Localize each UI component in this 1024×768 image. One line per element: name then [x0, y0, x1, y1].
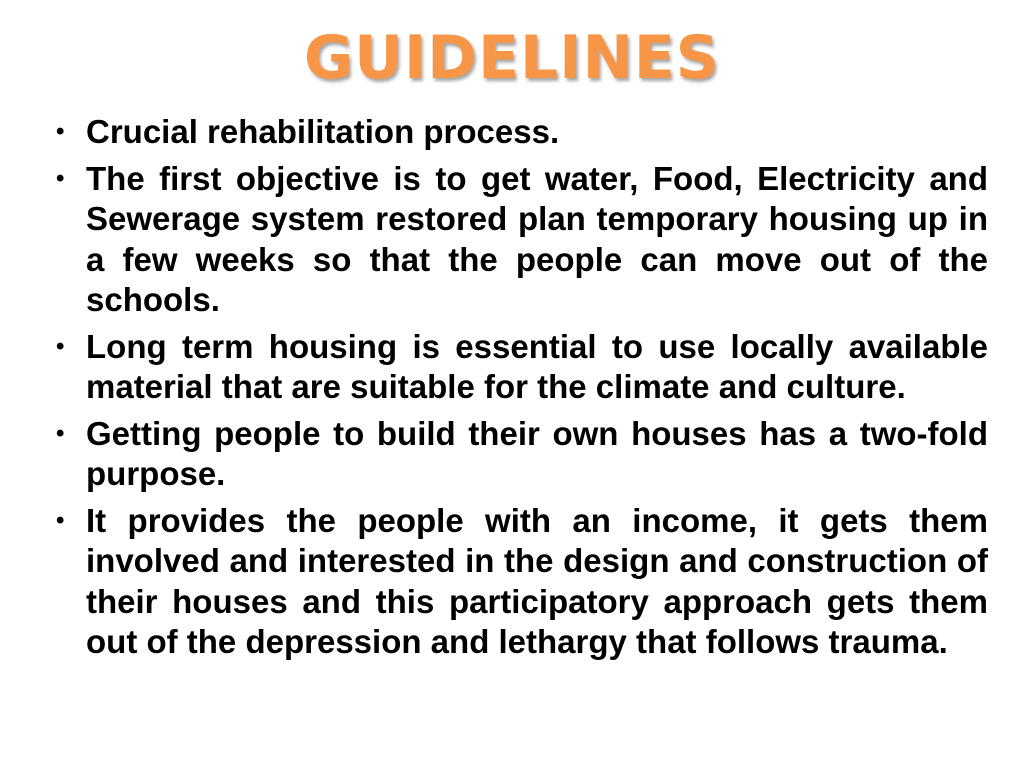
bullet-icon: • [56, 118, 65, 145]
bullet-text: Crucial rehabilitation process. [86, 113, 560, 150]
bullet-item [56, 112, 988, 153]
bullet-icon: • [56, 506, 65, 534]
bullet-list [56, 112, 988, 669]
bullet-text: Long term housing is essential to use locally available material that are suitable for the climate and culture. [86, 327, 988, 405]
bullet-icon: • [56, 419, 65, 447]
bullet-icon: • [56, 332, 65, 360]
bullet-icon: • [56, 164, 65, 192]
bullet-text: It provides the people with an income, it gets them involved and interested in the design and construction of their houses and this participatory approach gets them out of the depression and lethargy that follows trauma. [86, 501, 988, 660]
bullet-item [56, 501, 988, 663]
bullet-text: Getting people to build their own houses has a two-fold purpose. [86, 414, 988, 492]
bullet-text: The first objective is to get water, Food, Electricity and Sewerage system restored plan temporary housing up in a few weeks so that the people can move out of the schools. [86, 159, 988, 318]
bullet-item [56, 327, 988, 408]
bullet-item [56, 414, 988, 495]
bullet-item [56, 159, 988, 321]
slide-title: GUIDELINES [303, 23, 721, 93]
